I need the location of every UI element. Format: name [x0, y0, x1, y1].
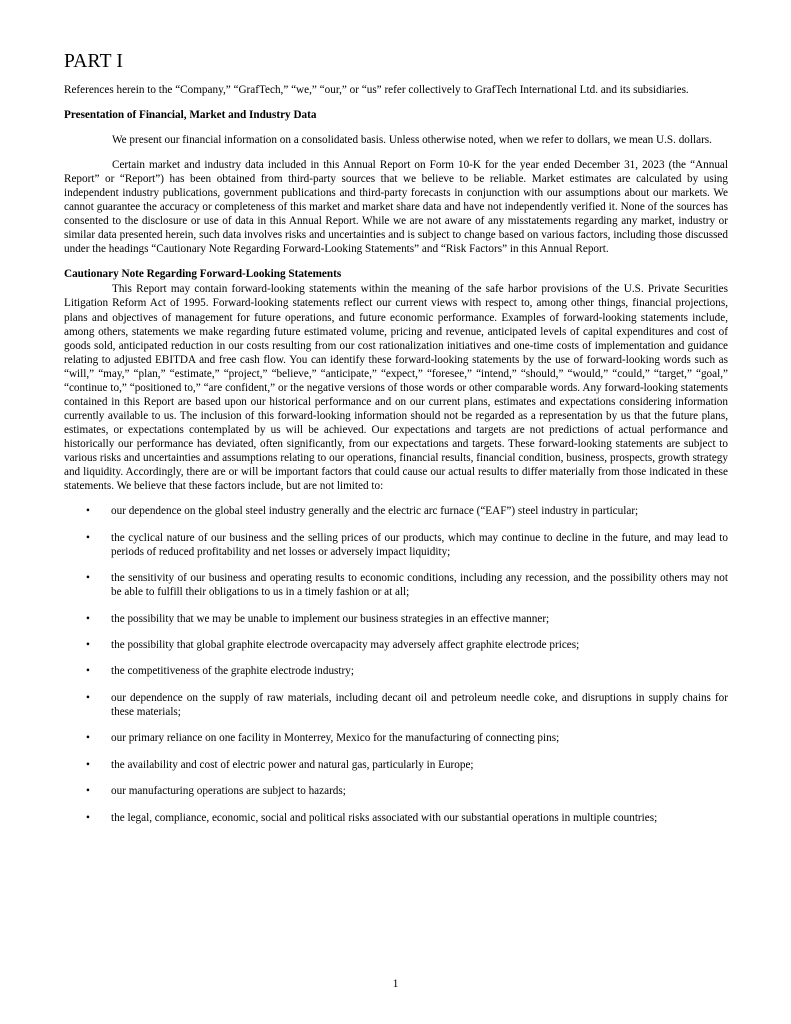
list-item-text: our dependence on the global steel industry generally and the electric arc furnace (“EAF”) steel industry in particular;: [111, 505, 639, 518]
list-item: [64, 784, 728, 798]
bullet-icon: •: [86, 665, 90, 678]
list-item: [64, 504, 728, 518]
list-item: [64, 612, 728, 626]
bullet-icon: •: [86, 758, 90, 771]
intro-paragraph: References herein to the “Company,” “GrafTech,” “we,” “our,” or “us” refer collectively to GrafTech International Ltd. and its subsidiaries.: [64, 84, 689, 96]
list-item-text: the availability and cost of electric power and natural gas, particularly in Europe;: [111, 758, 474, 771]
bullet-icon: •: [86, 732, 90, 745]
cautionary-heading: Cautionary Note Regarding Forward-Looking Statements: [64, 268, 342, 281]
list-item-text: the competitiveness of the graphite electrode industry;: [111, 665, 354, 678]
part-title: PART I: [64, 51, 124, 72]
list-item: [64, 758, 728, 772]
cautionary-paragraph: This Report may contain forward-looking statements within the meaning of the safe harbor provisions of the U.S. Private Securities Litigation Reform Act of 1995. Forward-looking statements reflect our current views with respect to, among other things, financial projections, plans and objectives of management for future operations, and future economic performance. Examples of forward-looking statements include, among others, statements we make regarding future estimated volume, pricing and revenue, anticipated levels of capital expenditures and cost of goods sold, anticipated reduction in our costs resulting from our cost rationalization initiatives and one-time costs of implementation and guidance relating to adjusted EBITDA and free cash flow. You can identify these forward-looking statements by the use of forward-looking words such as “will,” “may,” “plan,” “estimate,” “project,” “believe,” “anticipate,” “expect,” “foresee,” “intend,” “should,” “would,” “could,” “target,” “goal,” “continue to,” “positioned to,” “are confident,” or the negative versions of those words or other comparable words. Any forward-looking statements contained in this Report are based upon our historical performance and on our current plans, estimates and expectations considering information currently available to us. The inclusion of this forward-looking information should not be regarded as a representation by us that the future plans, estimates, or expectations contemplated by us will be achieved. Our expectations and targets are not predictions of actual performance and historically our performance has deviated, often significantly, from our expectations and targets. These forward-looking statements are subject to various risks and uncertainties and assumptions relating to our operations, financial results, financial condition, business, prospects, growth strategy and liquidity. Accordingly, there are or will be important factors that could cause our actual results to differ materially from those indicated in these statements. We believe that these factors include, but are not limited to:: [64, 283, 728, 493]
presentation-paragraph-1: We present our financial information on a consolidated basis. Unless otherwise noted, when we refer to dollars, we mean U.S. dollars.: [112, 134, 712, 147]
list-item-text: the possibility that we may be unable to implement our business strategies in an effective manner;: [111, 612, 550, 625]
list-item: [64, 638, 728, 652]
bullet-icon: •: [86, 531, 90, 544]
bullet-icon: •: [86, 505, 90, 518]
list-item-text: the sensitivity of our business and operating results to economic conditions, including any recession, and the possibility others may not be able to fulfill their obligations to us in a timely fashion or at all;: [111, 572, 728, 599]
presentation-heading: Presentation of Financial, Market and Industry Data: [64, 109, 317, 122]
list-item: [64, 531, 728, 559]
list-item-text: our primary reliance on one facility in Monterrey, Mexico for the manufacturing of connecting pins;: [111, 732, 560, 745]
list-item-text: the cyclical nature of our business and the selling prices of our products, which may continue to decline in the future, and may lead to periods of reduced profitability and net losses or adversely impact liquidity;: [111, 531, 728, 558]
page-number: 1: [392, 978, 399, 990]
bullet-icon: •: [86, 811, 90, 824]
list-item-text: our manufacturing operations are subject to hazards;: [111, 785, 346, 798]
list-item: [64, 731, 728, 745]
document-page: [64, 50, 728, 837]
list-item-text: our dependence on the supply of raw materials, including decant oil and petroleum needle coke, and disruptions in supply chains for these materials;: [111, 691, 728, 718]
risk-factor-list: [64, 504, 728, 825]
list-item-text: the possibility that global graphite electrode overcapacity may adversely affect graphite electrode prices;: [111, 638, 580, 651]
list-item: [64, 571, 728, 599]
list-item: [64, 664, 728, 678]
list-item: [64, 691, 728, 719]
list-item: [64, 811, 728, 825]
bullet-icon: •: [86, 572, 90, 585]
bullet-icon: •: [86, 612, 90, 625]
bullet-icon: •: [86, 785, 90, 798]
presentation-paragraph-2: Certain market and industry data included in this Annual Report on Form 10-K for the year ended December 31, 2023 (the “Annual Report” or “Report”) has been obtained from third-party sources that we believe to be reliable. Market estimates are calculated by using independent industry publications, government publications and third-party forecasts in conjunction with our assumptions about our markets. We cannot guarantee the accuracy or completeness of this market and market share data and have not independently verified it. None of the sources has consented to the disclosure or use of data in this Annual Report. While we are not aware of any misstatements regarding any market, industry or similar data presented herein, such data involves risks and uncertainties and is subject to change based on various factors, including those discussed under the headings “Cautionary Note Regarding Forward-Looking Statements” and “Risk Factors” in this Annual Report.: [64, 159, 728, 256]
list-item-text: the legal, compliance, economic, social and political risks associated with our substantial operations in multiple countries;: [111, 811, 658, 824]
bullet-icon: •: [86, 691, 90, 704]
bullet-icon: •: [86, 638, 90, 651]
